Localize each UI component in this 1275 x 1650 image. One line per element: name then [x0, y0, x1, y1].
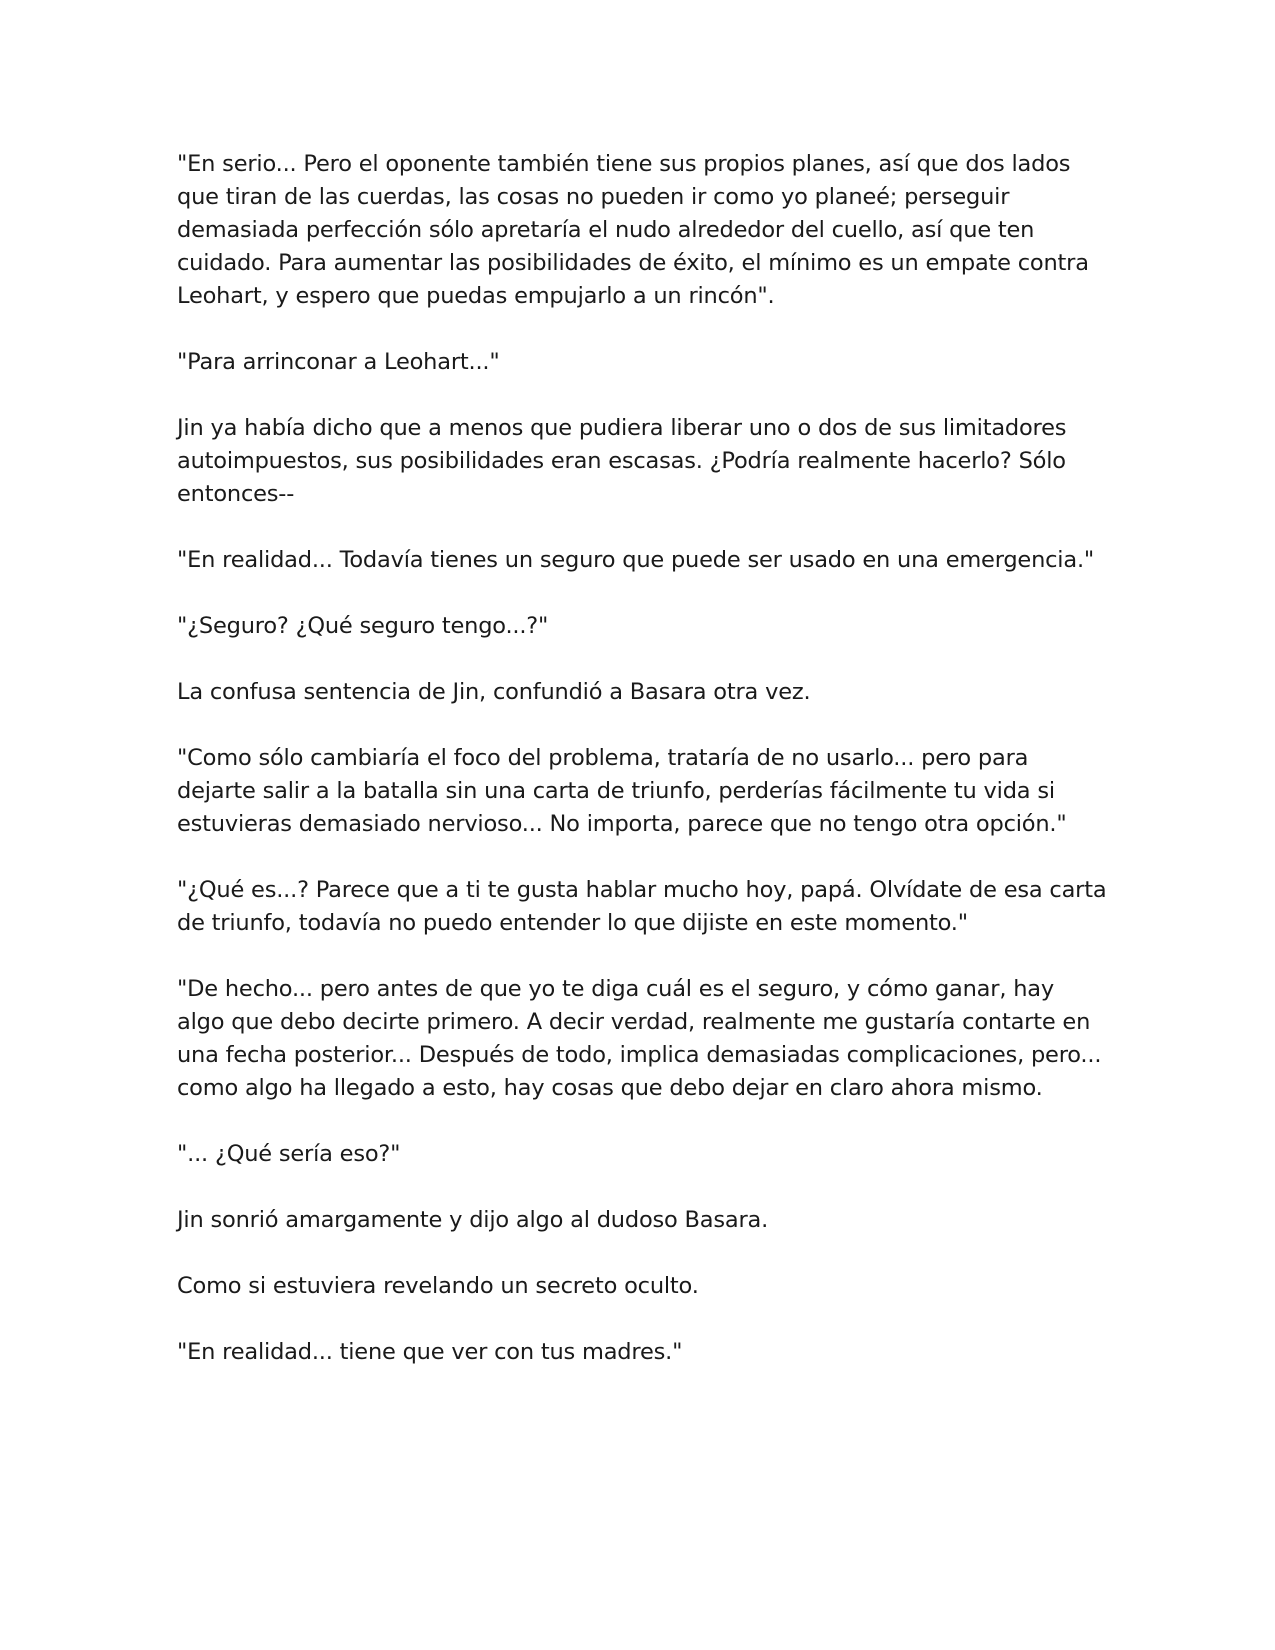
paragraph: Jin sonrió amargamente y dijo algo al dudoso Basara.	[177, 1207, 769, 1233]
paragraph: "Como sólo cambiaría el foco del problema, trataría de no usarlo... pero para dejarte salir a la batalla sin una carta de triunfo, perderías fácilmente tu vida si estuvieras demasiado nervioso... No importa, parece que no tengo otra opción."	[177, 745, 1067, 837]
paragraph: "En serio... Pero el oponente también tiene sus propios planes, así que dos lados que tiran de las cuerdas, las cosas no pueden ir como yo planeé; perseguir demasiada perfección sólo apretaría el nudo alrededor del cuello, así que ten cuidado. Para aumentar las posibilidades de éxito, el mínimo es un empate contra Leohart, y espero que puedas empujarlo a un rincón".	[177, 151, 1089, 309]
paragraph: "En realidad... tiene que ver con tus madres."	[177, 1339, 683, 1365]
paragraph: "¿Seguro? ¿Qué seguro tengo...?"	[177, 613, 549, 639]
paragraph: Como si estuviera revelando un secreto oculto.	[177, 1273, 699, 1299]
document-body	[177, 148, 1107, 1369]
paragraph: "De hecho... pero antes de que yo te diga cuál es el seguro, y cómo ganar, hay algo que debo decirte primero. A decir verdad, realmente me gustaría contarte en una fecha posterior... Después de todo, implica demasiadas complicaciones, pero... como algo ha llegado a esto, hay cosas que debo dejar en claro ahora mismo.	[177, 976, 1102, 1101]
paragraph: Jin ya había dicho que a menos que pudiera liberar uno o dos de sus limitadores autoimpuestos, sus posibilidades eran escasas. ¿Podría realmente hacerlo? Sólo entonces--	[177, 415, 1067, 507]
paragraph: La confusa sentencia de Jin, confundió a Basara otra vez.	[177, 679, 811, 705]
paragraph: "¿Qué es...? Parece que a ti te gusta hablar mucho hoy, papá. Olvídate de esa carta de triunfo, todavía no puedo entender lo que dijiste en este momento."	[177, 877, 1107, 936]
paragraph: "Para arrinconar a Leohart..."	[177, 349, 500, 375]
paragraph: "En realidad... Todavía tienes un seguro que puede ser usado en una emergencia."	[177, 547, 1095, 573]
paragraph: "... ¿Qué sería eso?"	[177, 1141, 401, 1167]
